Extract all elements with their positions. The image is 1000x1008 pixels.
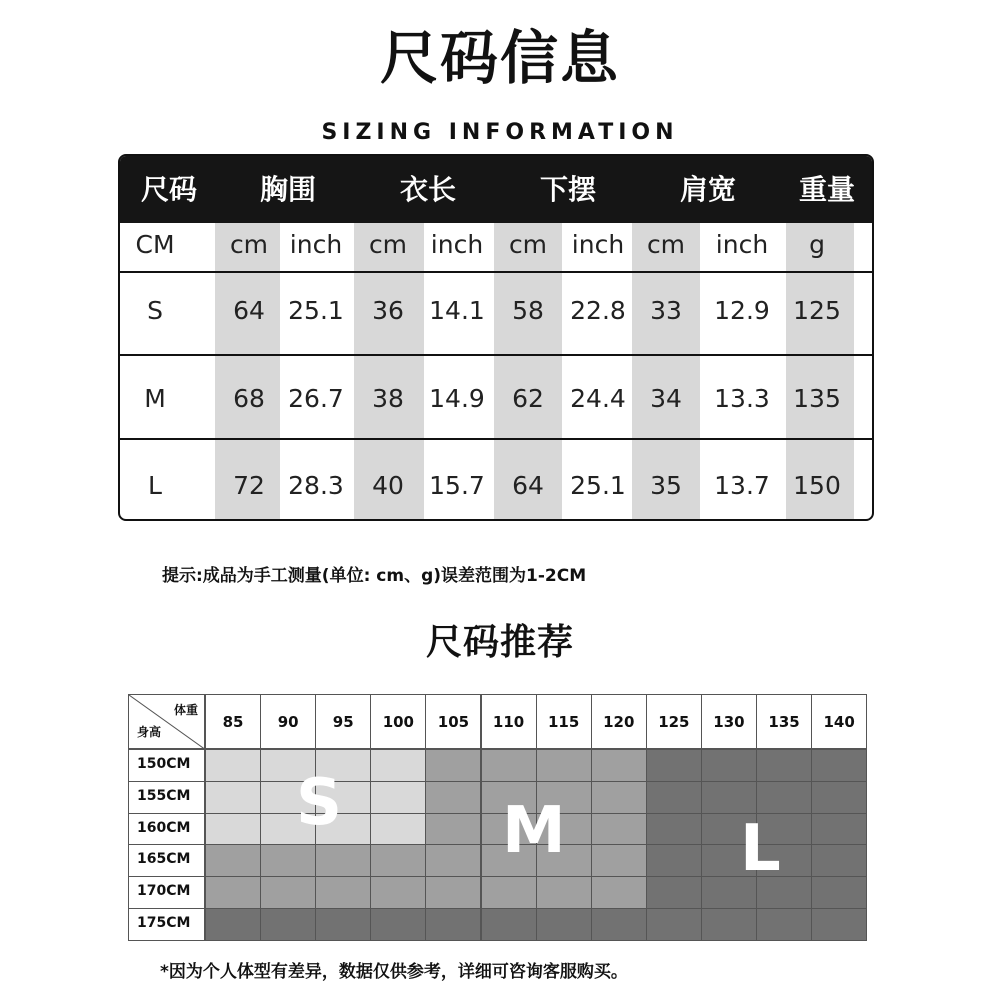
- size-zone-cell-l: [646, 781, 702, 814]
- size-zone-cell-l: [811, 813, 867, 846]
- size-zone-cell-m: [536, 876, 592, 909]
- size-zone-cell-s: [370, 781, 426, 814]
- weight-value: 105: [437, 713, 470, 731]
- height-value: 150CM: [137, 756, 191, 772]
- weight-header-cell: [481, 694, 537, 749]
- row-divider: [120, 438, 874, 440]
- height-header-cell: [128, 813, 205, 846]
- size-table: [118, 154, 874, 521]
- size-zone-cell-s: [205, 813, 261, 846]
- size-zone-cell-l: [811, 844, 867, 877]
- unit-label: inch: [715, 230, 769, 259]
- weight-header-cell: [756, 694, 812, 749]
- size-zone-cell-m: [591, 813, 647, 846]
- size-zone-cell-l: [701, 749, 757, 782]
- footer-note: *因为个人体型有差异，数据仅供参考，详细可咨询客服购买。: [160, 962, 628, 982]
- size-zone-cell-l: [646, 844, 702, 877]
- size-zone-cell-m: [591, 749, 647, 782]
- measurement-value: 64: [233, 296, 265, 325]
- zone-label-m: M: [502, 794, 566, 868]
- unit-label: cm: [646, 230, 686, 259]
- measurement-value: 36: [372, 296, 404, 325]
- row-divider: [120, 354, 874, 356]
- measurement-value: 14.9: [429, 384, 485, 413]
- recommendation-title: 尺码推荐: [425, 622, 574, 663]
- height-value: 160CM: [137, 819, 191, 836]
- unit-label: inch: [430, 230, 484, 259]
- size-zone-cell-l: [756, 749, 812, 782]
- weight-axis-label: 体重: [173, 703, 198, 717]
- height-value: 170CM: [137, 883, 191, 900]
- size-zone-cell-l: [811, 749, 867, 782]
- weight-value: 135: [768, 713, 800, 731]
- size-zone-cell-m: [591, 844, 647, 877]
- size-zone-cell-l: [315, 908, 371, 941]
- size-zone-cell-l: [646, 749, 702, 782]
- measurement-value: 72: [233, 471, 265, 500]
- size-zone-cell-m: [315, 844, 371, 877]
- page-title: 尺码信息: [379, 24, 620, 92]
- measurement-value: 150: [793, 471, 841, 500]
- weight-value: 130: [713, 713, 745, 731]
- measurement-value: 14.1: [429, 296, 485, 325]
- unit-label: inch: [571, 230, 625, 259]
- weight-header-cell: [205, 694, 261, 749]
- weight-header-cell: [591, 694, 647, 749]
- measurement-value: 62: [512, 384, 544, 413]
- height-value: 155CM: [137, 787, 191, 804]
- unit-label: inch: [289, 230, 343, 259]
- measurement-value: 13.3: [714, 384, 770, 413]
- height-header-cell: [128, 844, 205, 877]
- size-zone-cell-l: [205, 908, 261, 941]
- size-zone-cell-l: [756, 908, 812, 941]
- header-shoulder: 肩宽: [679, 173, 736, 206]
- weight-value: 85: [222, 713, 244, 731]
- size-label: M: [144, 384, 166, 413]
- size-zone-cell-l: [370, 908, 426, 941]
- height-header-cell: [128, 781, 205, 814]
- size-zone-cell-m: [370, 876, 426, 909]
- size-zone-cell-l: [811, 876, 867, 909]
- weight-value: 90: [277, 713, 299, 731]
- size-zone-cell-l: [811, 908, 867, 941]
- measurement-value: 135: [793, 384, 841, 413]
- zone-label-s: S: [296, 766, 343, 840]
- size-label: S: [147, 296, 163, 325]
- weight-value: 140: [823, 713, 855, 731]
- header-weight: 重量: [798, 173, 855, 206]
- size-zone-cell-m: [425, 781, 481, 814]
- header-size: 尺码: [140, 173, 197, 206]
- size-zone-cell-l: [481, 908, 537, 941]
- height-value: 165CM: [137, 851, 191, 868]
- unit-label: cm: [368, 230, 408, 259]
- size-zone-cell-l: [536, 908, 592, 941]
- weight-header-cell: [701, 694, 757, 749]
- zone-label-l: L: [740, 812, 781, 886]
- measurement-value: 28.3: [288, 471, 344, 500]
- size-zone-cell-l: [260, 908, 316, 941]
- unit-label: cm: [229, 230, 269, 259]
- size-zone-cell-m: [370, 844, 426, 877]
- page-subtitle: SIZING INFORMATION: [321, 120, 679, 145]
- measurement-note: 提示:成品为手工测量(单位: cm、g)误差范围为1-2CM: [162, 566, 587, 586]
- size-zone-cell-m: [536, 749, 592, 782]
- header-hem: 下摆: [539, 173, 596, 206]
- weight-header-cell: [370, 694, 426, 749]
- weight-value: 100: [382, 713, 414, 731]
- measurement-value: 25.1: [570, 471, 626, 500]
- header-length: 衣长: [399, 173, 456, 206]
- measurement-value: 64: [512, 471, 544, 500]
- size-table-header: [120, 156, 874, 223]
- size-zone-cell-l: [646, 813, 702, 846]
- size-zone-cell-s: [370, 749, 426, 782]
- size-zone-cell-l: [425, 908, 481, 941]
- size-zone-cell-m: [481, 876, 537, 909]
- weight-value: 95: [332, 713, 354, 731]
- weight-value: 110: [492, 713, 525, 731]
- size-zone-cell-m: [425, 813, 481, 846]
- measurement-value: 15.7: [429, 471, 485, 500]
- weight-header-cell: [536, 694, 592, 749]
- height-axis-label: 身高: [137, 725, 162, 739]
- header-chest: 胸围: [259, 173, 316, 206]
- size-zone-cell-l: [756, 781, 812, 814]
- unit-label: g: [809, 230, 825, 259]
- size-zone-cell-m: [205, 844, 261, 877]
- size-zone-cell-m: [425, 749, 481, 782]
- unit-label: cm: [508, 230, 548, 259]
- size-zone-cell-m: [425, 844, 481, 877]
- grid-corner-cell: [128, 694, 205, 749]
- size-zone-cell-l: [591, 908, 647, 941]
- measurement-value: 13.7: [714, 471, 770, 500]
- weight-header-cell: [315, 694, 371, 749]
- weight-value: 125: [658, 713, 690, 731]
- weight-header-cell: [260, 694, 316, 749]
- unit-label: CM: [135, 230, 175, 259]
- measurement-value: 40: [372, 471, 404, 500]
- measurement-value: 58: [512, 296, 544, 325]
- row-divider: [120, 271, 874, 273]
- size-zone-cell-m: [260, 844, 316, 877]
- height-value: 175CM: [137, 915, 191, 931]
- measurement-value: 24.4: [570, 384, 626, 413]
- size-zone-cell-m: [481, 749, 537, 782]
- weight-header-cell: [811, 694, 867, 749]
- weight-header-cell: [646, 694, 702, 749]
- measurement-value: 25.1: [288, 296, 344, 325]
- measurement-value: 35: [650, 471, 682, 500]
- measurement-value: 26.7: [288, 384, 344, 413]
- size-zone-cell-s: [205, 781, 261, 814]
- size-zone-cell-m: [425, 876, 481, 909]
- weight-value: 120: [603, 713, 635, 731]
- size-label: L: [148, 471, 162, 500]
- size-zone-cell-l: [701, 781, 757, 814]
- weight-header-cell: [425, 694, 481, 749]
- measurement-value: 12.9: [714, 296, 770, 325]
- measurement-value: 33: [650, 296, 682, 325]
- height-header-cell: [128, 908, 205, 941]
- size-zone-cell-m: [591, 781, 647, 814]
- size-zone-cell-s: [205, 749, 261, 782]
- measurement-value: 68: [233, 384, 265, 413]
- measurement-value: 22.8: [570, 296, 626, 325]
- size-zone-cell-m: [205, 876, 261, 909]
- size-zone-cell-l: [811, 781, 867, 814]
- size-zone-cell-m: [260, 876, 316, 909]
- weight-value: 115: [547, 713, 580, 731]
- measurement-value: 34: [650, 384, 682, 413]
- measurement-value: 125: [793, 296, 841, 325]
- measurement-value: 38: [372, 384, 404, 413]
- height-header-cell: [128, 876, 205, 909]
- size-zone-cell-m: [591, 876, 647, 909]
- height-header-cell: [128, 749, 205, 782]
- size-zone-cell-m: [315, 876, 371, 909]
- size-zone-cell-l: [646, 876, 702, 909]
- size-zone-cell-l: [701, 908, 757, 941]
- size-recommendation-grid: [128, 694, 866, 940]
- size-zone-cell-s: [370, 813, 426, 846]
- size-zone-cell-l: [646, 908, 702, 941]
